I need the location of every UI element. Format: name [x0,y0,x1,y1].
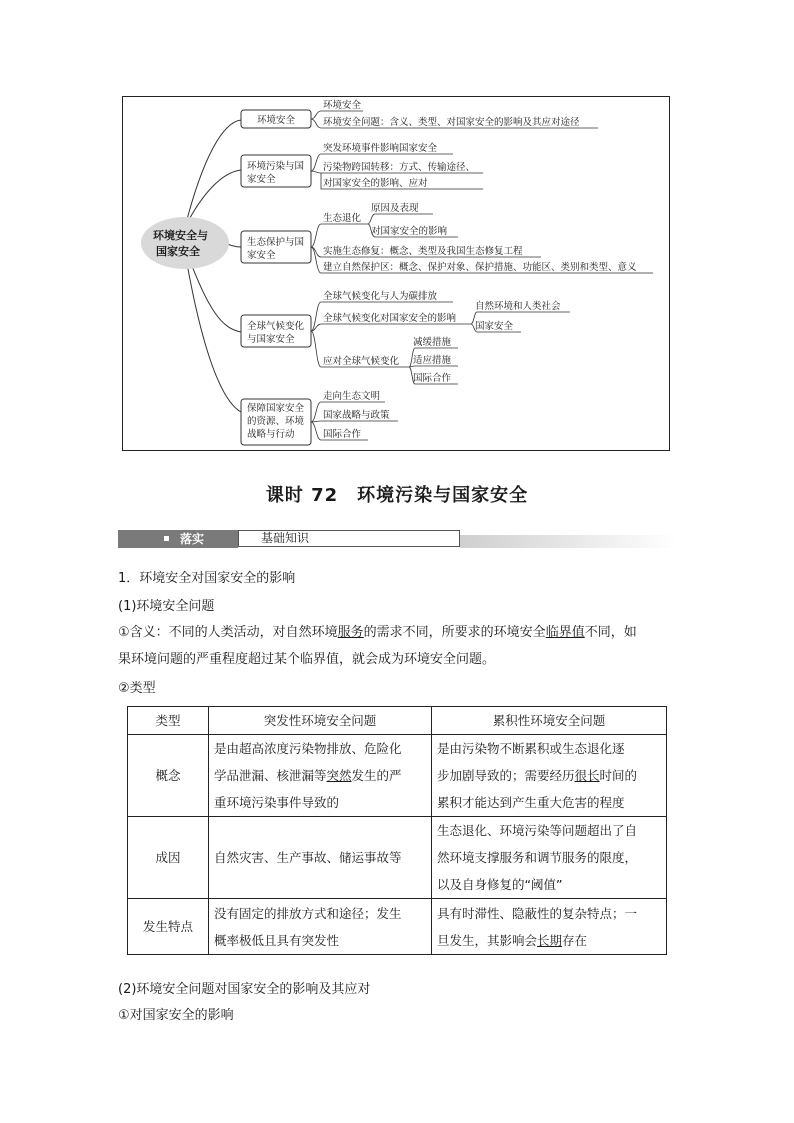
b2-item-1: 突发环境事件影响国家安全 [323,143,438,154]
table-row [128,817,667,899]
branch-5-label-2: 的资源、环境 [247,416,305,427]
mind-map-graphic [123,97,671,452]
cell-underline: 很长 [574,768,600,783]
cell-line: 累积才能达到产生重大危害的程度 [437,795,625,810]
section-name-label: 基础知识 [261,531,310,545]
def-underline-1: 服务 [337,625,364,640]
table-cell [209,817,432,899]
section-name-box [238,530,460,547]
heading-4: ①对国家安全的影响 [118,1008,234,1023]
b5-item-2: 国家战略与政策 [323,410,390,421]
cell-text: 步加剧导致的；需要经历 [437,768,575,783]
row-label: 发生特点 [128,899,209,955]
table-header: 累积性环境安全问题 [432,707,667,735]
row-label: 成因 [128,817,209,899]
branch-2-label-2: 家安全 [247,174,276,185]
branch-3-label-1: 生态保护与国 [247,237,305,248]
b2-item-3: 对国家安全的影响、应对 [323,178,428,189]
root-label-2: 国家安全 [156,245,200,258]
table-cell [209,899,432,955]
mind-map [122,96,670,451]
table-cell [432,735,667,817]
cell-line: 重环境污染事件导致的 [214,795,340,810]
cell-text: 学品泄漏、核泄漏等 [214,768,327,783]
branch-5-label-3: 战略与行动 [247,429,295,440]
cell-line: 概率极低且具有突发性 [214,932,340,948]
heading-1: 1．环境安全对国家安全的影响 [118,571,296,586]
b5-item-3: 国际合作 [323,429,362,440]
branch-1-label: 环境安全 [257,115,296,126]
branch-2-label-1: 环境污染与国 [247,161,305,172]
cell-text: 时间的 [599,768,638,783]
b4-item-3-sub-3: 国际合作 [413,373,452,384]
definition-line-2: 果环境问题的严重程度超过某个临界值，就会成为环境安全问题。 [118,652,496,667]
branch-5-label-1: 保障国家安全 [247,403,305,414]
def-part-c: 不同，如 [584,625,637,640]
b4-item-2-sub-2: 国家安全 [475,321,514,332]
table-header: 类型 [128,707,209,735]
b4-item-3-sub-1: 减缓措施 [413,337,452,348]
root-node [141,217,229,269]
b3-sub-1-item-1: 原因及表现 [371,203,419,214]
section-bar [118,530,678,548]
branch-3-label-2: 家安全 [247,250,276,261]
cell-line: 以及自身修复的“阈值” [437,877,563,892]
section-tag [118,530,238,548]
table-cell [209,735,432,817]
root-label-1: 环境安全与 [153,229,208,242]
table-cell [432,899,667,955]
cell-text: 旦发生，其影响会 [437,932,538,948]
section-tag-label: 落实 [180,532,205,546]
cell-underline: 突然 [326,768,352,783]
cell-line: 自然灾害、生产事故、储运事故等 [214,850,402,865]
branch-4-label-2: 与国家安全 [247,334,295,345]
heading-2: (1)环境安全问题 [118,599,215,614]
b3-item-1: 实施生态修复：概念、类型及我国生态修复工程 [323,246,523,257]
b4-item-1: 全球气候变化与人为碳排放 [323,291,438,302]
cell-line: 具有时滞性、隐蔽性的复杂特点；一 [437,905,638,921]
row-label: 概念 [128,735,209,817]
cell-text: 存在 [562,932,588,948]
type-label: ②类型 [118,681,156,696]
def-part-a: ①含义：不同的人类活动，对自然环境 [118,625,338,640]
cell-line: 没有固定的排放方式和途径；发生 [214,905,402,921]
cell-line [437,762,661,789]
def-underline-2: 临界值 [545,625,585,640]
table-header-row [128,707,667,735]
b2-item-2: 污染物跨国转移：方式、传输途径、 [323,162,476,173]
square-bullet-icon [164,536,169,541]
b1-item-2: 环境安全问题：含义、类型、对国家安全的影响及其应对途径 [323,117,580,128]
cell-line [214,762,426,789]
b1-item-1: 环境安全 [323,100,362,111]
cell-line: 是由污染物不断累积或生态退化逐 [437,741,625,756]
b5-item-1: 走向生态文明 [323,391,381,402]
cell-text: 发生的严 [351,768,402,783]
section-fade-rule [460,535,678,548]
table-cell [432,817,667,899]
table-row [128,899,667,955]
table-header: 突发性环境安全问题 [209,707,432,735]
branch-4-label-1: 全球气候变化 [247,321,305,332]
cell-line [437,927,661,954]
environment-safety-table [127,706,667,955]
def-part-b: 的需求不同，所要求的环境安全 [363,625,546,640]
cell-line: 生态退化、环境污染等问题超出了自 [437,823,638,838]
b3-sub-1-item-2: 对国家安全的影响 [371,226,448,237]
b4-item-2: 全球气候变化对国家安全的影响 [323,313,457,324]
b3-item-2: 建立自然保护区：概念、保护对象、保护措施、功能区、类别和类型、意义 [323,262,637,273]
cell-line: 然环境支撑服务和调节服务的限度， [437,850,638,865]
b4-item-3: 应对全球气候变化 [323,356,400,367]
b4-item-2-sub-1: 自然环境和人类社会 [475,301,561,312]
b3-sub-1: 生态退化 [323,213,362,224]
heading-3: (2)环境安全问题对国家安全的影响及其应对 [118,982,371,997]
b4-item-3-sub-2: 适应措施 [413,355,452,366]
table-row [128,735,667,817]
cell-underline: 长期 [537,932,563,948]
lesson-title: 课时 72 环境污染与国家安全 [265,485,529,506]
definition-line-1 [118,621,688,645]
cell-line: 是由超高浓度污染物排放、危险化 [214,741,402,756]
